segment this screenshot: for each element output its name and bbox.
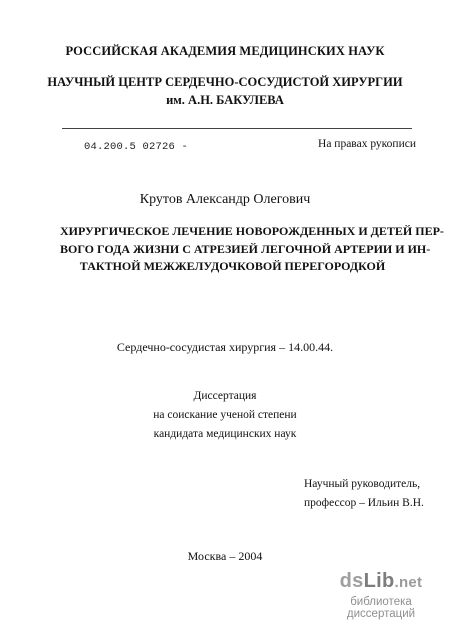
supervisor-name: профессор – Ильин В.Н. <box>304 497 424 509</box>
logo-net: .net <box>394 574 423 591</box>
logo-lib: Lib <box>363 570 395 592</box>
center-name: НАУЧНЫЙ ЦЕНТР СЕРДЕЧНО-СОСУДИСТОЙ ХИРУРГИИ <box>47 75 403 89</box>
author-name: Крутов Александр Олегович <box>139 192 311 207</box>
dissertation-label: Диссертация <box>193 390 257 402</box>
header-divider <box>62 128 412 129</box>
dissertation-title <box>60 223 444 276</box>
registration-stamp: 04.200.5 02726 - <box>84 141 189 153</box>
supervisor-label: Научный руководитель, <box>304 478 421 490</box>
title-line-1: ХИРУРГИЧЕСКОЕ ЛЕЧЕНИЕ НОВОРОЖДЕННЫХ И ДЕТЕЙ ПЕР- <box>60 224 444 238</box>
title-line-2: ВОГО ГОДА ЖИЗНИ С АТРЕЗИЕЙ ЛЕГОЧНОЙ АРТЕРИИ И ИН- <box>60 241 431 256</box>
title-line-3: ТАКТНОЙ МЕЖЖЕЛУДОЧКОВОЙ ПЕРЕГОРОДКОЙ <box>79 259 386 273</box>
dslib-logo <box>316 570 446 593</box>
dslib-watermark <box>316 568 446 620</box>
center-name-suffix: им. А.Н. БАКУЛЕВА <box>166 93 284 107</box>
degree-purpose: на соискание ученой степени <box>153 409 297 421</box>
academy-name: РОССИЙСКАЯ АКАДЕМИЯ МЕДИЦИНСКИХ НАУК <box>65 44 385 58</box>
logo-ds: ds <box>339 570 364 592</box>
rights-notice: На правах рукописи <box>318 138 416 150</box>
degree-name: кандидата медицинских наук <box>153 428 297 440</box>
specialty-code: Сердечно-сосудистая хирургия – 14.00.44. <box>116 340 334 354</box>
watermark-caption: библиотека диссертаций <box>346 596 416 620</box>
city-year: Москва – 2004 <box>187 549 263 563</box>
